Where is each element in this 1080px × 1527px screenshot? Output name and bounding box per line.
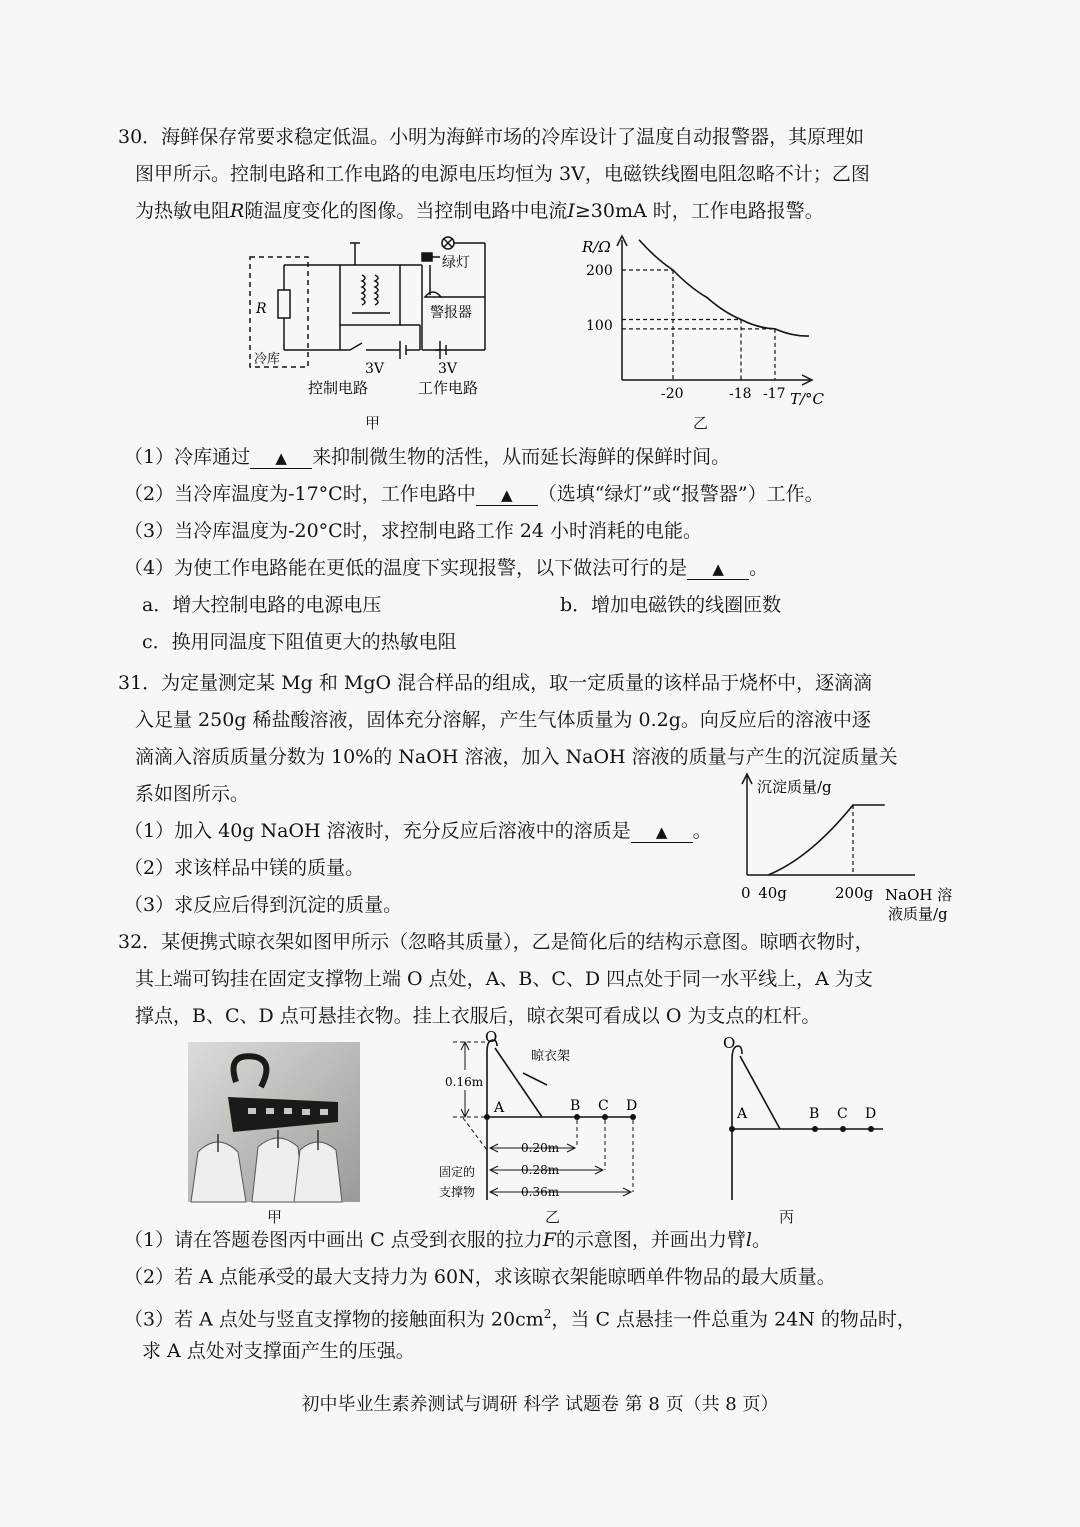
rack-schematic-bing [715,1030,895,1210]
q30-part2: （2）当冷库温度为-17°C时，工作电路中 ▲ （选填“绿灯”或“报警器”）工作。 [124,483,824,505]
q30-option-b: b．增加电磁铁的线圈匝数 [560,594,782,616]
work-circuit-label: 工作电路 [418,379,479,397]
rt-xlabel: T/°C [790,390,825,408]
figure-yi-rack-caption: 乙 [545,1208,561,1226]
q30-option-a: a．增大控制电路的电源电压 [142,594,382,616]
support-label-2: 支撑物 [439,1185,476,1199]
q30-part1: （1）冷库通过 ▲ 来抑制微生物的活性，从而延长海鲜的保鲜时间。 [124,446,731,468]
alarm-label: 警报器 [430,305,472,321]
support-label-1: 固定的 [439,1165,476,1179]
distance-ad: 0.36m [521,1185,560,1199]
cold-room-label: 冷库 [254,352,281,367]
q31-line2: 入足量 250g 稀盐酸溶液，固体充分溶解，产生气体质量为 0.2g。向反应后的溶液中逐 [135,709,871,731]
svg-text:A: A [737,1106,748,1122]
clothes-rack-photo [188,1042,360,1202]
figure-jia-caption: 甲 [365,414,381,432]
resistor-label: R [256,301,267,317]
work-voltage-label: 3V [438,361,458,377]
q30-part4: （4）为使工作电路能在更低的温度下实现报警，以下做法可行的是 ▲ 。 [124,557,769,579]
q30-option-c: c．换用同温度下阻值更大的热敏电阻 [142,631,457,653]
ppt-ylabel: 沉淀质量/g [757,778,832,796]
ppt-x-tick: 0 [741,884,751,902]
rt-x-tick: -17 [763,386,786,402]
rt-curve [639,240,809,336]
control-voltage-label: 3V [365,361,385,377]
svg-text:C: C [837,1106,848,1122]
ppt-x-tick: 200g [835,884,874,902]
ppt-xlabel-2: 液质量/g [888,905,948,923]
distance-ac: 0.28m [521,1163,560,1177]
rt-ylabel: R/Ω [582,238,611,256]
q32-part2: （2）若 A 点能承受的最大支持力为 60N，求该晾衣架能晾晒单件物品的最大质量。 [124,1266,836,1288]
green-lamp-label: 绿灯 [442,255,470,271]
page-footer: 初中毕业生素养测试与调研 科学 试题卷 第 8 页（共 8 页） [301,1394,779,1415]
rt-y-tick: 200 [586,263,613,279]
svg-text:B: B [570,1098,581,1114]
q31-line4: 系如图所示。 [135,783,250,805]
circuit-diagram [240,235,500,405]
rt-chart [570,230,840,410]
rt-x-tick: -18 [729,386,752,402]
svg-text:D: D [865,1106,877,1122]
q32-part1: （1）请在答题卷图丙中画出 C 点受到衣服的拉力F的示意图，并画出力臂l。 [124,1229,772,1251]
svg-text:A: A [494,1100,505,1116]
q30-line2: 图甲所示。控制电路和工作电路的电源电压均恒为 3V，电磁铁线圈电阻忽略不计；乙图 [135,163,870,185]
q31-part1: （1）加入 40g NaOH 溶液时，充分反应后溶液中的溶质是 ▲ 。 [124,820,712,842]
precipitate-chart [735,770,975,930]
svg-text:D: D [626,1098,638,1114]
distance-ab: 0.20m [521,1141,560,1155]
ppt-curve [768,805,885,875]
rack-schematic-yi [435,1030,680,1210]
q32-line2: 其上端可钩挂在固定支撑物上端 O 点处，A、B、C、D 四点处于同一水平线上，A 为支 [135,968,873,990]
q30-part3: （3）当冷库温度为-20°C时，求控制电路工作 24 小时消耗的电能。 [124,520,702,542]
q31-line3: 滴滴入溶质质量分数为 10%的 NaOH 溶液，加入 NaOH 溶液的质量与产生的沉淀质量关 [135,746,898,768]
q31-part2: （2）求该样品中镁的质量。 [124,857,365,879]
rt-x-tick: -20 [661,386,684,402]
rack-label: 晾衣架 [531,1049,571,1064]
q30-line1: 30．海鲜保存常要求稳定低温。小明为海鲜市场的冷库设计了温度自动报警器，其原理如 [118,126,865,148]
answer-blank-icon: ▲ [275,449,287,467]
ppt-xlabel-1: NaOH 溶 [885,886,953,904]
ppt-x-tick: 40g [758,884,787,902]
control-circuit-label: 控制电路 [308,379,369,397]
svg-text:B: B [809,1106,820,1122]
q31-line1: 31．为定量测定某 Mg 和 MgO 混合样品的组成，取一定质量的该样品于烧杯中，逐滴滴 [118,672,873,694]
height-label: 0.16m [445,1075,484,1089]
q31-part3: （3）求反应后得到沉淀的质量。 [124,894,403,916]
figure-bing-caption: 丙 [779,1208,795,1226]
q30-line3: 为热敏电阻R随温度变化的图像。当控制电路中电流I≥30mA 时，工作电路报警。 [135,200,824,222]
rt-y-tick: 100 [586,318,613,334]
support-post [487,1040,497,1200]
svg-text:C: C [598,1098,609,1114]
q32-part3-cont: 求 A 点处对支撑面产生的压强。 [142,1340,415,1362]
photo-jia-caption: 甲 [267,1208,283,1226]
figure-yi-caption: 乙 [693,414,709,432]
q32-part3: （3）若 A 点处与竖直支撑物的接触面积为 $20cm^2$，当 C 点悬挂一件总重为 24N 的物品时， [124,1307,916,1331]
q32-line3: 撑点，B、C、D 点可悬挂衣物。挂上衣服后，晾衣架可看成以 O 为支点的杠杆。 [135,1005,821,1027]
svg-text:O: O [485,1028,498,1046]
q32-line1: 32．某便携式晾衣架如图甲所示（忽略其质量），乙是简化后的结构示意图。晾晒衣物时， [118,931,874,953]
svg-text:O: O [723,1034,736,1052]
